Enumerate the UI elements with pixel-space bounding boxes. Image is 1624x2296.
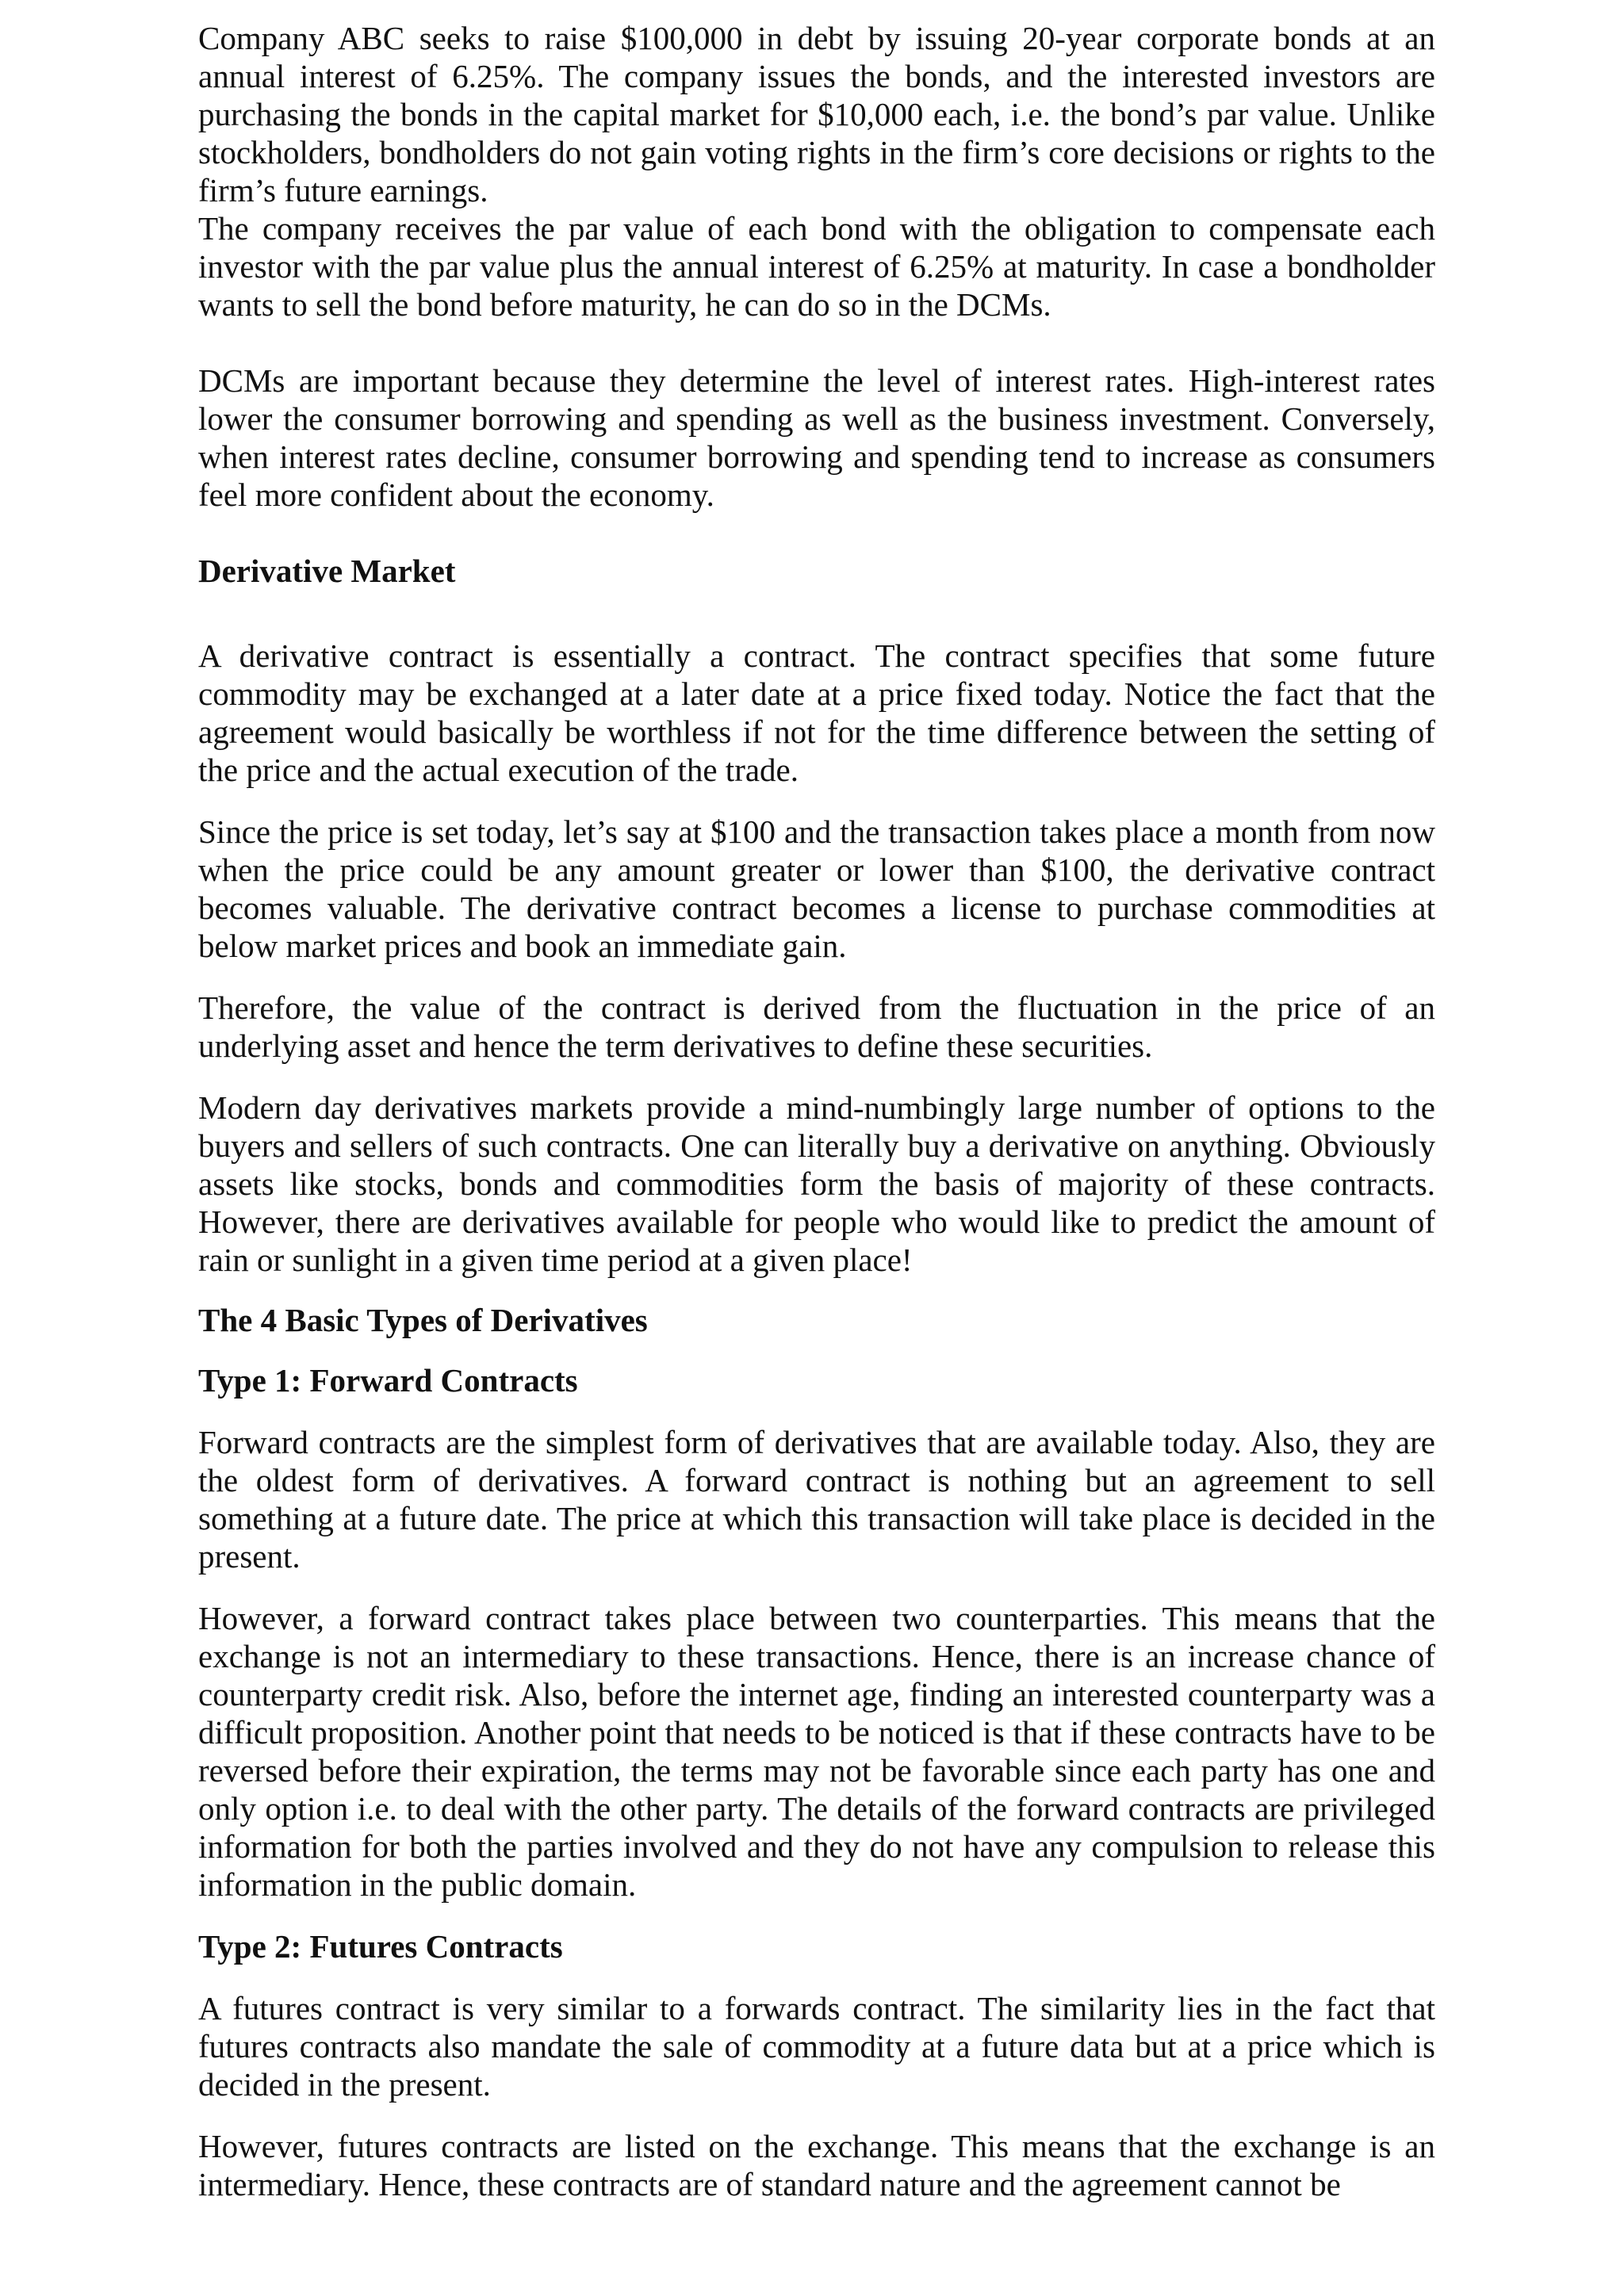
- derivative-paragraph-3: Therefore, the value of the contract is derived from the fluctuation in the price of an underlying asset and hence the term derivatives to define these securities.: [198, 989, 1435, 1064]
- type1-paragraph-1: Forward contracts are the simplest form of derivatives that are available today. Also, they are the oldest form of derivatives. A forward contract is nothing but an agreement to sell something at a future date. The price at which this transaction will take place is decided in the present.: [198, 1424, 1435, 1575]
- type2-heading: Type 2: Futures Contracts: [198, 1928, 563, 1965]
- derivative-market-heading: Derivative Market: [198, 553, 456, 589]
- derivative-paragraph-1: A derivative contract is essentially a contract. The contract specifies that some future commodity may be exchanged at a later date at a price fixed today. Notice the fact that the agreement would basically be worthless if not for the time difference between the setting of the price and the actual execution of the trade.: [198, 637, 1435, 788]
- bonds-paragraph-2: The company receives the par value of each bond with the obligation to compensate each investor with the par value plus the annual interest of 6.25% at maturity. In case a bondholder wants to sell the bond before maturity, he can do so in the DCMs.: [198, 210, 1435, 323]
- derivative-paragraph-4: Modern day derivatives markets provide a mind-numbingly large number of options to the buyers and sellers of such contracts. One can literally buy a derivative on anything. Obviously assets like stocks, bonds and commodities form the basis of majority of these contracts. However, there are derivatives available for people who would like to predict the amount of rain or sunlight in a given time period at a given place!: [198, 1089, 1435, 1278]
- type1-paragraph-2: However, a forward contract takes place between two counterparties. This means that the exchange is not an intermediary to these transactions. Hence, there is an increase chance of counterparty credit risk. Also, before the internet age, finding an interested counterparty was a difficult proposition. Another point that needs to be noticed is that if these contracts have to be reversed before their expiration, the terms may not be favorable since each party has one and only option i.e. to deal with the other party. The details of the forward contracts are privileged information for both the parties involved and they do not have any compulsion to release this information in the public domain.: [198, 1600, 1435, 1903]
- document-page: [198, 19, 1435, 2203]
- type1-heading: Type 1: Forward Contracts: [198, 1362, 578, 1399]
- type2-paragraph-1: A futures contract is very similar to a forwards contract. The similarity lies in the fact that futures contracts also mandate the sale of commodity at a future data but at a price which is decided in the present.: [198, 1990, 1435, 2103]
- derivative-paragraph-2: Since the price is set today, let’s say at $100 and the transaction takes place a month from now when the price could be any amount greater or lower than $100, the derivative contract becomes valuable. The derivative contract becomes a license to purchase commodities at below market prices and book an immediate gain.: [198, 813, 1435, 964]
- dcm-importance-paragraph: DCMs are important because they determine the level of interest rates. High-interest rates lower the consumer borrowing and spending as well as the business investment. Conversely, when interest rates decline, consumer borrowing and spending tend to increase as consumers feel more confident about the economy.: [198, 362, 1435, 513]
- type2-paragraph-2: However, futures contracts are listed on the exchange. This means that the exchange is an intermediary. Hence, these contracts are of standard nature and the agreement cannot be: [198, 2128, 1435, 2202]
- bonds-paragraph-1: Company ABC seeks to raise $100,000 in debt by issuing 20-year corporate bonds at an annual interest of 6.25%. The company issues the bonds, and the interested investors are purchasing the bonds in the capital market for $10,000 each, i.e. the bond’s par value. Unlike stockholders, bondholders do not gain voting rights in the firm’s core decisions or rights to the firm’s future earnings.: [198, 20, 1435, 209]
- basic-types-heading: The 4 Basic Types of Derivatives: [198, 1302, 648, 1338]
